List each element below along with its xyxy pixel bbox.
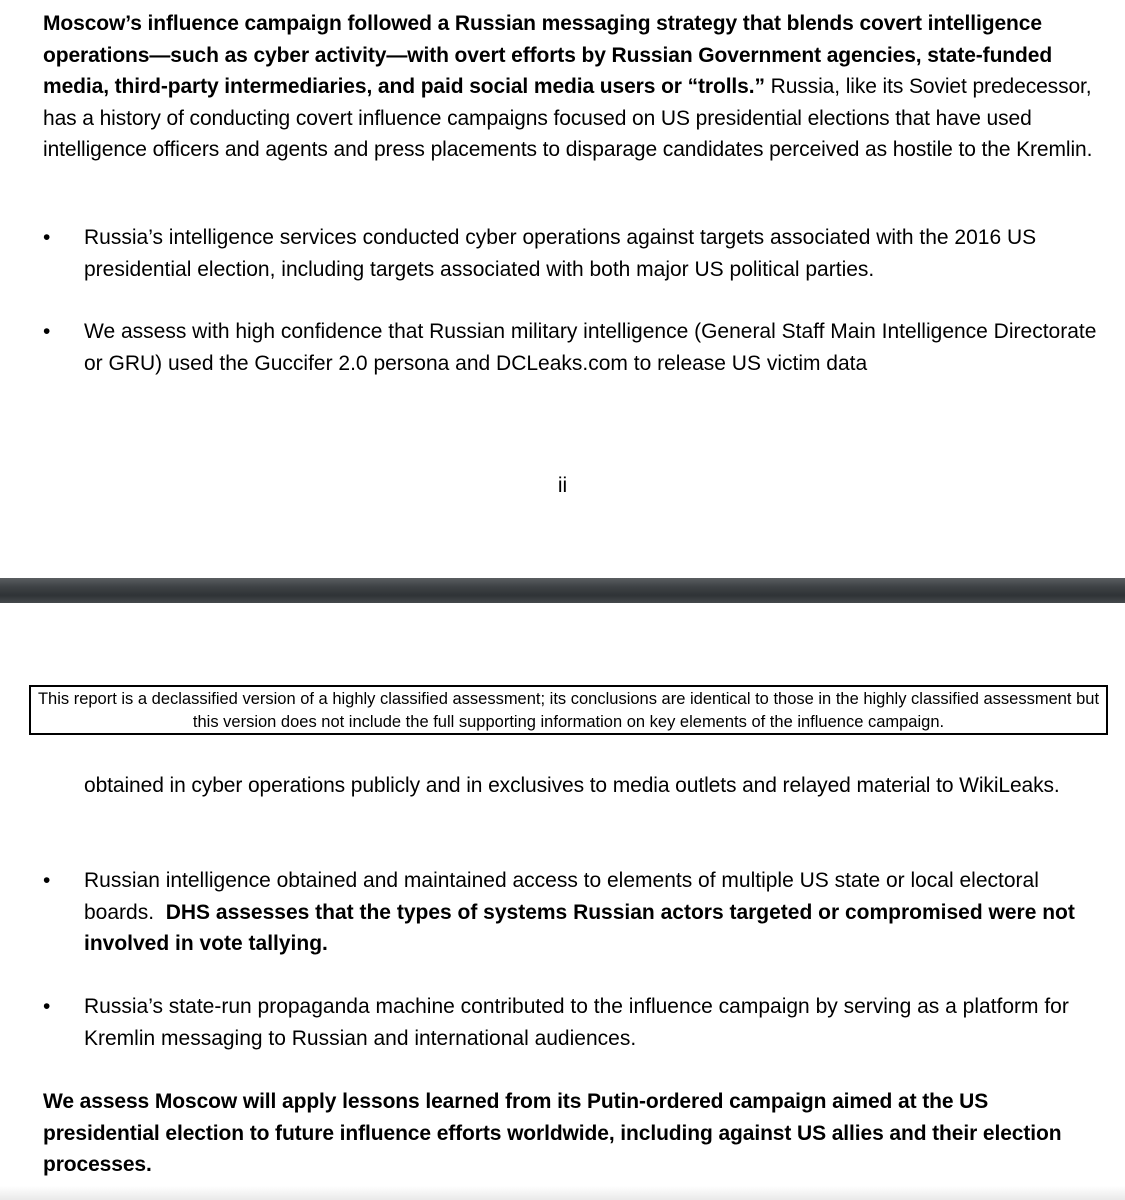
declassified-notice-text: This report is a declassified version of a highly classified assessment; its conclusions are identical to those in the highly classified assessment but this version does not include the full supporting information on key elements of the influence campaign. bbox=[37, 690, 1100, 731]
continuation-text: obtained in cyber operations publicly and in exclusives to media outlets and relayed material to WikiLeaks. bbox=[84, 774, 1060, 797]
intro-bold-text: Moscow’s influence campaign followed a Russian messaging strategy that blends covert intelligence operations—such as cyber activity—with overt efforts by Russian Government agencies, state-funded media, third-party intermediaries, and paid social media users or “trolls.” bbox=[43, 12, 1053, 98]
electoral-bold-text: DHS assesses that the types of systems Russian actors targeted or compromised were not involved in vote tallying. bbox=[84, 900, 1075, 955]
bullet-text: Russia’s intelligence services conducted cyber operations against targets associated with the 2016 US presidential election, including targets associated with both major US political parties. bbox=[84, 226, 1037, 281]
page-separator bbox=[0, 578, 1125, 603]
bullet-text bbox=[84, 865, 1104, 960]
page-bottom-edge bbox=[0, 1186, 1125, 1200]
electoral-regular-text: Russian intelligence obtained and maintained access to elements of multiple US state or local electoral boards. bbox=[84, 869, 1039, 924]
closing-paragraph: We assess Moscow will apply lessons learned from its Putin-ordered campaign aimed at the US presidential election to future influence efforts worldwide, including against US allies and their election processes. bbox=[43, 1090, 1062, 1176]
bullet-marker: • bbox=[43, 869, 51, 892]
bullet-text: We assess with high confidence that Russian military intelligence (General Staff Main Intelligence Directorate or GRU) used the Guccifer 2.0 persona and DCLeaks.com to release US victim data bbox=[84, 320, 1097, 375]
bullet-marker: • bbox=[43, 226, 51, 249]
intro-paragraph bbox=[43, 8, 1103, 166]
page-number: ii bbox=[557, 474, 568, 497]
bullet-text: Russia’s state-run propaganda machine contributed to the influence campaign by serving as a platform for Kremlin messaging to Russian and international audiences. bbox=[84, 995, 1069, 1050]
bullet-marker: • bbox=[43, 995, 51, 1018]
declassified-notice-box bbox=[29, 685, 1108, 735]
intro-regular-text: Russia, like its Soviet predecessor, has a history of conducting covert influence campaigns focused on US presidential elections that have used intelligence officers and agents and press placements to disparage candidates perceived as hostile to the Kremlin. bbox=[43, 75, 1093, 161]
bullet-marker: • bbox=[43, 320, 51, 343]
